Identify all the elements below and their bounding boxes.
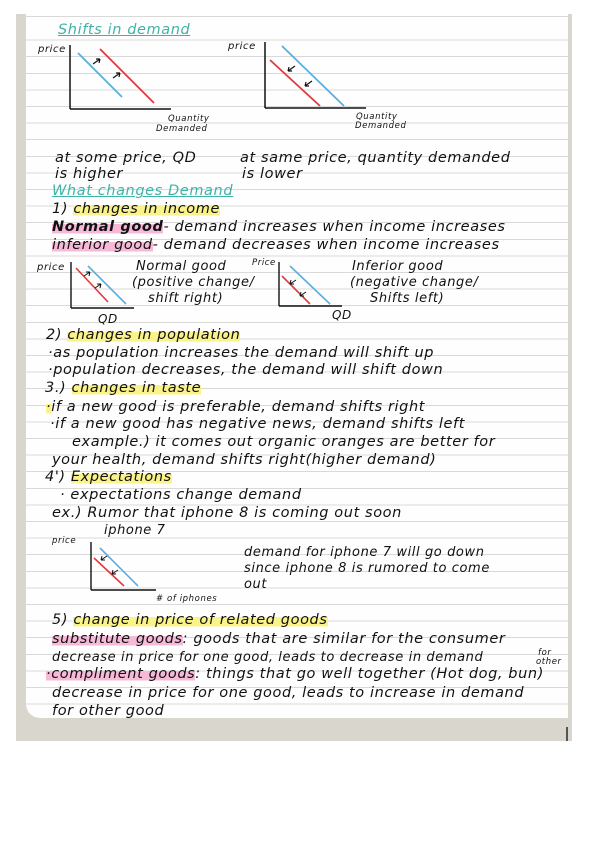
s5-substitute-line xyxy=(52,631,505,647)
s2-line1: ·as population increases the demand will shift up xyxy=(48,345,435,361)
s5-compliment-line3: for other good xyxy=(52,703,165,719)
s3-label: changes in taste xyxy=(71,380,202,396)
compliment-goods-text: : things that go well together (Hot dog, bun) xyxy=(195,666,544,682)
s4-heading xyxy=(45,469,172,485)
s4-line1-text: expectations change demand xyxy=(70,487,302,503)
s5-sub-other: other xyxy=(536,657,562,667)
inferior-caption-3: Shifts left) xyxy=(370,291,445,306)
s2-line1-text: as population increases the demand will shift up xyxy=(53,345,435,361)
graph5-x-label: # of iphones xyxy=(156,594,218,604)
graph3-normal-good xyxy=(68,262,138,312)
s4-number: 4') xyxy=(45,469,66,485)
s2-line2: ·population decreases, the demand will shift down xyxy=(48,362,444,378)
s1-heading xyxy=(52,201,220,217)
normal-caption-1: Normal good xyxy=(136,259,227,274)
graph2-demand-decrease xyxy=(262,42,372,112)
graph5-top-label: iphone 7 xyxy=(104,523,166,538)
compliment-goods-term: compliment goods xyxy=(51,666,196,682)
s2-number: 2) xyxy=(46,327,63,343)
page-edge xyxy=(566,727,568,741)
s1-label: changes in income xyxy=(73,201,220,217)
s5-substitute-line2: decrease in price for one good, leads to decrease in demand xyxy=(52,650,484,665)
s4-line2: ex.) Rumor that iphone 8 is coming out soon xyxy=(52,505,402,521)
s3-number: 3.) xyxy=(45,380,67,396)
graph1-demand-increase xyxy=(66,45,176,115)
s2-label: changes in population xyxy=(67,327,241,343)
graph2-x-label-2: Demanded xyxy=(355,121,407,131)
graph2-y-label: price xyxy=(228,41,256,52)
s3-line4: your health, demand shifts right(higher demand) xyxy=(52,452,437,468)
inferior-good-term: inferior good xyxy=(52,237,153,253)
normal-caption-3: shift right) xyxy=(148,291,224,306)
s2-heading xyxy=(46,327,240,343)
substitute-goods-term: substitute goods xyxy=(52,631,183,647)
s1-number: 1) xyxy=(52,201,69,217)
page-title: Shifts in demand xyxy=(58,22,191,38)
inferior-caption-1: Inferior good xyxy=(352,259,444,274)
s4-note-2: since iphone 8 is rumored to come xyxy=(244,561,490,576)
s4-note-3: out xyxy=(244,577,268,592)
normal-caption-2: (positive change/ xyxy=(132,275,255,290)
s3-heading xyxy=(45,380,201,396)
s5-heading xyxy=(52,612,328,628)
graph4-y-label: Price xyxy=(252,258,276,268)
caption-lower-2: is lower xyxy=(242,166,303,182)
s3-line1-text: if a new good is preferable, demand shifts right xyxy=(51,399,426,415)
s3-line2-text: if a new good has negative news, demand shifts left xyxy=(55,416,466,432)
s3-line2: ·if a new good has negative news, demand shifts left xyxy=(50,416,466,432)
s1-inferior-line xyxy=(52,237,500,253)
s3-line3: example.) it comes out organic oranges are better for xyxy=(72,434,496,450)
s3-line1: ·if a new good is preferable, demand shifts right xyxy=(46,399,426,415)
graph3-y-label: price xyxy=(37,262,65,273)
graph5-y-label: price xyxy=(52,536,77,546)
s4-label: Expectations xyxy=(70,469,172,485)
s1-normal-line xyxy=(52,219,506,235)
caption-higher-1: at some price, QD xyxy=(55,150,197,166)
s5-compliment-line2: decrease in price for one good, leads to increase in demand xyxy=(52,685,525,701)
caption-higher-2: is higher xyxy=(55,166,124,182)
inferior-caption-2: (negative change/ xyxy=(350,275,479,290)
caption-lower-1: at same price, quantity demanded xyxy=(240,150,511,166)
s2-line2-text: population decreases, the demand will shift down xyxy=(53,362,444,378)
substitute-goods-text: : goods that are similar for the consumer xyxy=(182,631,506,647)
normal-good-term: Normal good xyxy=(52,219,164,235)
section-heading: What changes Demand xyxy=(52,183,234,199)
s5-number: 5) xyxy=(52,612,69,628)
normal-good-text: - demand increases when income increases xyxy=(163,219,506,235)
s5-label: change in price of related goods xyxy=(73,612,328,628)
graph4-x-label: QD xyxy=(332,308,352,322)
graph1-x-label-1: Quantity xyxy=(168,114,210,124)
graph1-x-label-2: Demanded xyxy=(156,124,208,134)
graph5-iphone7-demand xyxy=(88,542,158,594)
graph3-x-label: QD xyxy=(98,312,118,326)
s4-line1: · expectations change demand xyxy=(60,487,302,503)
inferior-good-text: - demand decreases when income increases xyxy=(152,237,500,253)
s5-compliment-line: ·compliment goods: things that go well together (Hot dog, bun) xyxy=(46,666,544,682)
s4-note-1: demand for iphone 7 will go down xyxy=(244,545,485,560)
graph4-inferior-good xyxy=(276,262,346,312)
s5-sub-for: for xyxy=(538,648,552,658)
graph1-y-label: price xyxy=(38,44,66,55)
graph2-x-label-1: Quantity xyxy=(356,112,398,122)
